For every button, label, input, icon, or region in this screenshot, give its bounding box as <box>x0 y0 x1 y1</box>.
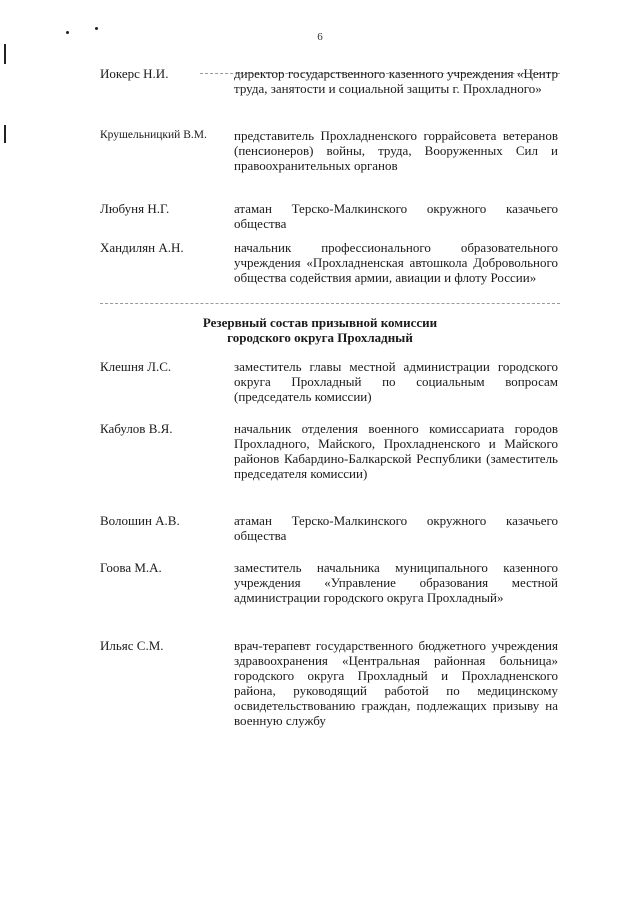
member-name: Любуня Н.Г. <box>100 201 170 216</box>
section-title-line: Резервный состав призывной комиссии <box>202 315 438 330</box>
scan-artifact-mark <box>4 125 6 143</box>
member-name: Хандилян А.Н. <box>100 240 184 255</box>
member-position: начальник отделения военного комиссариата городов Прохладного, Майского, Прохладненского и Майского районов Кабардино-Балкарской Республики (заместитель председателя комиссии) <box>234 421 558 481</box>
member-position: заместитель главы местной администрации городского округа Прохладный по социальным вопросам (председатель комиссии) <box>234 359 558 404</box>
member-position: директор государственного казенного учреждения «Центр труда, занятости и социальной защиты г. Прохладного» <box>234 66 558 96</box>
reserve-section-title <box>0 315 640 345</box>
member-name: Гоова М.А. <box>100 560 162 575</box>
member-position: начальник профессионального образовательного учреждения «Прохладненская автошкола Добровольного общества содействия армии, авиации и флоту России» <box>234 240 558 285</box>
scan-artifact-line <box>100 303 560 304</box>
member-name: Крушельницкий В.М. <box>100 129 207 141</box>
member-position: заместитель начальника муниципального казенного учреждения «Управление образования местной администрации городского округа Прохладный» <box>234 560 558 605</box>
member-name: Ильяс С.М. <box>100 638 164 653</box>
member-name: Клешня Л.С. <box>100 359 172 374</box>
scan-artifact-mark <box>95 27 98 30</box>
scan-artifact-mark <box>4 44 6 64</box>
member-position: атаман Терско-Малкинского окружного казачьего общества <box>234 201 558 231</box>
section-title-line: городского округа Прохладный <box>227 330 413 345</box>
member-position: врач-терапевт государственного бюджетного учреждения здравоохранения «Центральная районная больница» городского округа Прохладный и Прохладненского района, руководящий работой по медицинскому освидетельствованию граждан, подлежащих призыву на военную службу <box>234 638 558 728</box>
member-position: представитель Прохладненского горрайсовета ветеранов (пенсионеров) войны, труда, Вооруженных Сил и правоохранительных органов <box>234 128 558 173</box>
member-position: атаман Терско-Малкинского окружного казачьего общества <box>234 513 558 543</box>
member-name: Волошин А.В. <box>100 513 180 528</box>
member-name: Иокерс Н.И. <box>100 66 169 81</box>
member-name: Кабулов В.Я. <box>100 421 173 436</box>
page-number: 6 <box>317 31 323 43</box>
